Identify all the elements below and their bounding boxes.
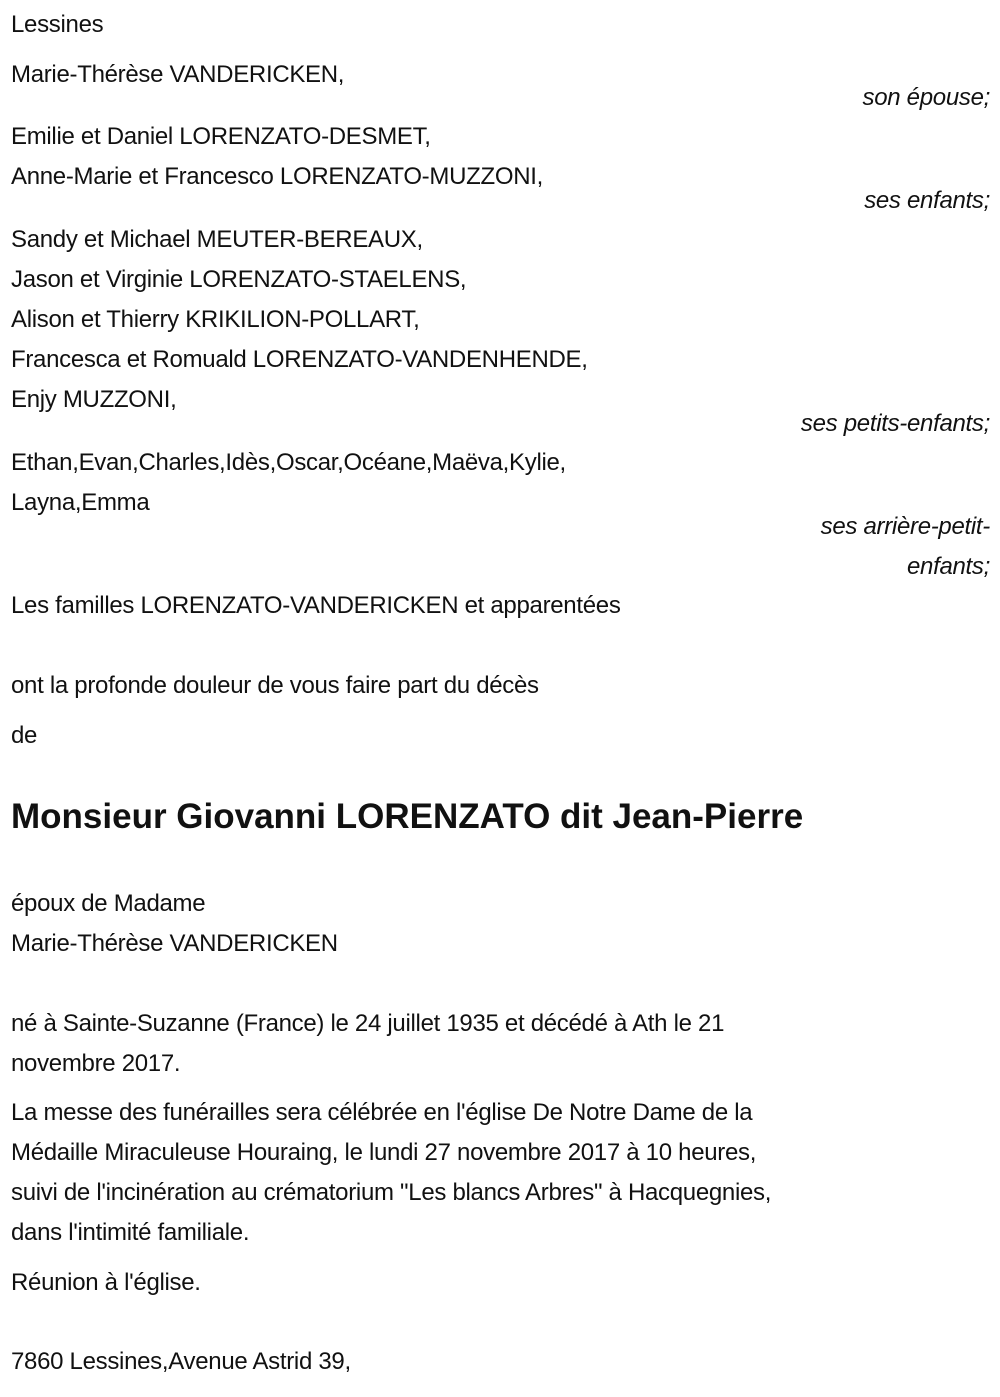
grandchildren-role: ses petits-enfants; [800,410,990,437]
funeral-info: suivi de l'incinération au crématorium "Les blancs Arbres" à Hacquegnies, [11,1179,772,1206]
address: 7860 Lessines,Avenue Astrid 39, [11,1348,351,1375]
deceased-name: Monsieur Giovanni LORENZATO dit Jean-Pierre [11,797,804,836]
birth-death: né à Sainte-Suzanne (France) le 24 juillet 1935 et décédé à Ath le 21 [11,1010,725,1037]
announcement: ont la profonde douleur de vous faire part du décès [11,672,539,699]
great-grandchildren-role: enfants; [907,553,990,580]
announcement: de [11,722,38,749]
meeting: Réunion à l'église. [11,1269,201,1296]
children-role: ses enfants; [864,187,990,214]
families: Les familles LORENZATO-VANDERICKEN et apparentées [11,592,621,619]
great-grandchildren-role: ses arrière-petit- [820,513,990,540]
funeral-info: dans l'intimité familiale. [11,1219,250,1246]
spouse-of: Marie-Thérèse VANDERICKEN [11,930,338,957]
spouse-name: Marie-Thérèse VANDERICKEN, [11,61,345,88]
funeral-info: Médaille Miraculeuse Houraing, le lundi 27 novembre 2017 à 10 heures, [11,1139,757,1166]
grandchild: Alison et Thierry KRIKILION-POLLART, [11,306,420,333]
birth-death: novembre 2017. [11,1050,181,1077]
grandchild: Sandy et Michael MEUTER-BEREAUX, [11,226,423,253]
child: Emilie et Daniel LORENZATO-DESMET, [11,123,431,150]
spouse-of: époux de Madame [11,890,206,917]
funeral-info: La messe des funérailles sera célébrée en l'église De Notre Dame de la [11,1099,753,1126]
spouse-role: son épouse; [862,84,990,111]
grandchild: Francesca et Romuald LORENZATO-VANDENHENDE, [11,346,588,373]
great-grandchildren: Ethan,Evan,Charles,Idès,Oscar,Océane,Maëva,Kylie, [11,449,566,476]
great-grandchildren: Layna,Emma [11,489,150,516]
place: Lessines [11,11,104,38]
grandchild: Enjy MUZZONI, [11,386,177,413]
grandchild: Jason et Virginie LORENZATO-STAELENS, [11,266,467,293]
child: Anne-Marie et Francesco LORENZATO-MUZZONI, [11,163,543,190]
